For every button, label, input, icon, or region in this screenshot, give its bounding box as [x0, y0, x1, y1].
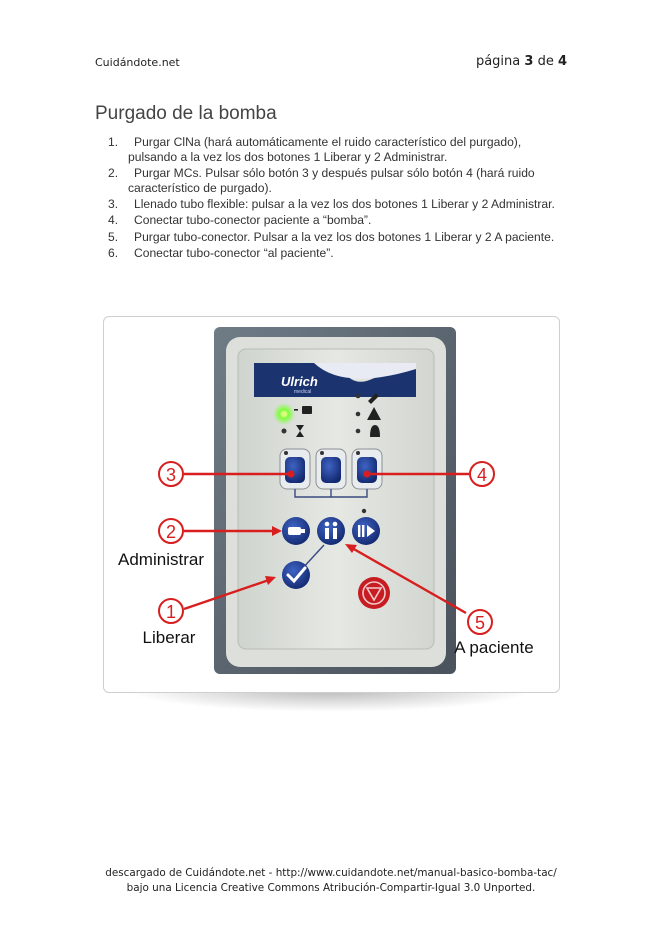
step-item	[95, 246, 565, 261]
led-status-right-2	[356, 412, 361, 417]
footer-license-line: bajo una Licencia Creative Commons Atribución-Compartir-Igual 3.0 Unported.	[126, 882, 536, 894]
page-of: de	[537, 54, 554, 69]
step-number: 6.	[108, 246, 119, 261]
callout-4-number: 4	[476, 465, 488, 485]
callout-5-number: 5	[474, 613, 486, 633]
page-footer	[0, 866, 662, 896]
led-bottle-1	[284, 451, 288, 455]
step-text: Purgar tubo-conector. Pulsar a la vez los dos botones 1 Liberar y 2 A paciente.	[134, 229, 555, 244]
callout-5	[468, 610, 492, 634]
callout-2	[159, 519, 183, 543]
step-number: 1.	[108, 135, 119, 149]
page-current: 3	[524, 54, 534, 69]
callout-2-number: 2	[165, 522, 177, 542]
administer-button[interactable]	[282, 517, 310, 545]
step-text: Conectar tubo-conector “al paciente”.	[134, 246, 334, 261]
led-status-left	[282, 429, 287, 434]
brand-logo: Ulrich	[281, 374, 318, 389]
callout-2-label: Administrar	[118, 550, 204, 569]
callout-1-number: 1	[165, 602, 177, 622]
step-number: 5.	[108, 229, 119, 244]
release-button[interactable]	[282, 561, 310, 589]
header-page-number	[476, 54, 567, 69]
led-power	[281, 411, 287, 417]
pump-figure	[103, 316, 560, 693]
bottle-button-middle[interactable]	[316, 449, 346, 489]
step-text: Llenado tubo flexible: pulsar a la vez los dos botones 1 Liberar y 2 Administrar.	[134, 196, 555, 211]
header-site-name: Cuidándote.net	[95, 56, 180, 69]
step-text: Purgar MCs. Pulsar sólo botón 3 y después pulsar sólo botón 4 (hará ruido característico de purgado).	[128, 165, 535, 195]
step-item	[95, 135, 565, 164]
step-text: Purgar ClNa (hará automáticamente el ruido característico del purgado), pulsando a la vez los dos botones 1 Liberar y 2 Administrar.	[128, 135, 522, 164]
callout-1-label: Liberar	[142, 628, 196, 647]
pause-play-button[interactable]	[352, 517, 380, 545]
led-run	[362, 509, 366, 513]
step-item	[95, 230, 565, 245]
brand-sub: medical	[294, 389, 312, 395]
stop-button[interactable]	[358, 577, 390, 609]
step-item	[95, 197, 565, 212]
bottle-button-4[interactable]	[352, 449, 382, 489]
led-bottle-2	[320, 451, 324, 455]
pump-photo	[104, 317, 559, 692]
led-status-right-1	[356, 394, 361, 399]
step-text: Conectar tubo-conector paciente a “bomba”.	[134, 213, 372, 228]
step-number: 3.	[108, 196, 119, 211]
bottle-button-3[interactable]	[280, 449, 310, 489]
steps-list	[95, 135, 565, 263]
callout-5-label: A paciente	[454, 638, 534, 657]
footer-download-line: descargado de Cuidándote.net - http://www.cuidandote.net/manual-basico-bomba-tac/	[105, 867, 557, 879]
callout-4	[470, 462, 494, 486]
page-total: 4	[557, 54, 567, 69]
section-title: Purgado de la bomba	[95, 103, 277, 124]
led-status-right-3	[356, 429, 361, 434]
step-number: 4.	[108, 213, 119, 228]
callout-1	[159, 599, 183, 623]
step-item	[95, 166, 565, 195]
led-bottle-3	[356, 451, 360, 455]
step-item	[95, 213, 565, 228]
callout-3	[159, 462, 183, 486]
callout-3-number: 3	[165, 465, 177, 485]
patient-button[interactable]	[317, 517, 345, 545]
step-number: 2.	[108, 165, 119, 180]
page-word: página	[475, 54, 521, 69]
